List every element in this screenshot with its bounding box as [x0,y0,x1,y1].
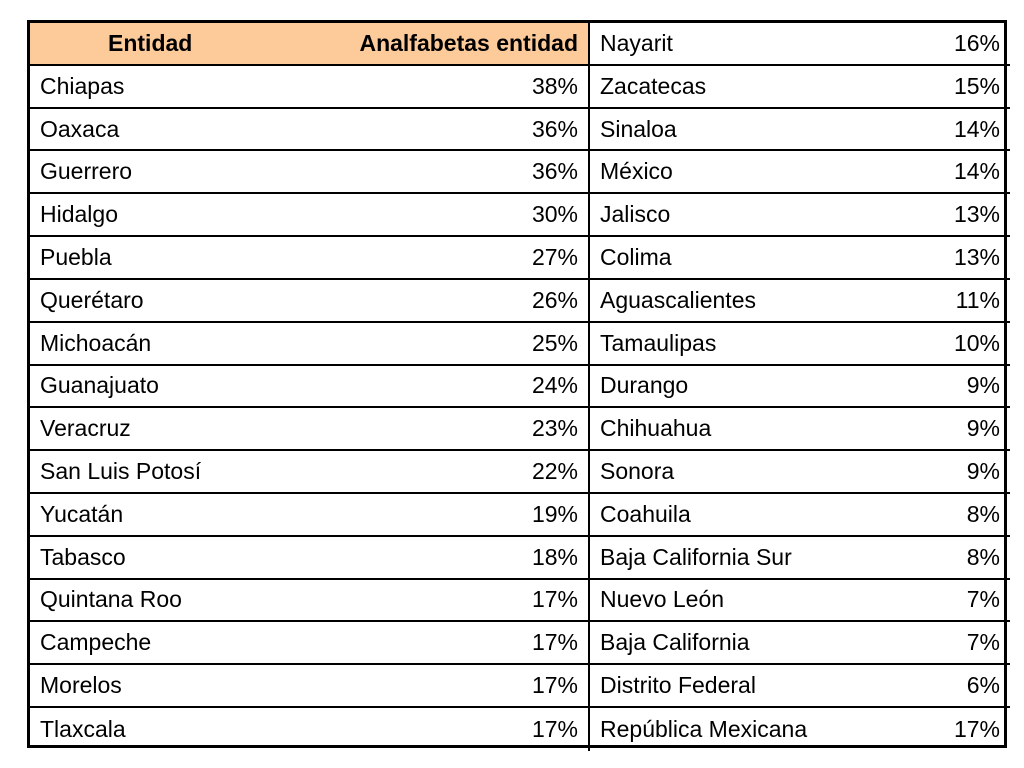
entidad-value: 9% [966,372,1000,399]
table-row [590,66,1010,109]
entidad-name: Puebla [40,243,112,270]
entidad-name: República Mexicana [600,715,808,742]
table-row [590,323,1010,366]
table-row [30,366,590,409]
entidad-value: 10% [953,329,1000,356]
table-row [590,580,1010,623]
table-row [30,665,590,708]
table-row [590,366,1010,409]
table-row [590,151,1010,194]
entidad-value: 36% [531,158,578,185]
entidad-name: Nuevo León [600,586,725,613]
entidad-value: 17% [953,715,1000,742]
entidad-value: 27% [531,243,578,270]
entidad-name: Veracruz [40,415,131,442]
entidad-name: Chiapas [40,72,125,99]
table-row [590,408,1010,451]
entidad-value: 9% [966,458,1000,485]
entidad-name: Coahuila [600,500,691,527]
table-row [590,494,1010,537]
entidad-value: 14% [953,115,1000,142]
entidad-value: 19% [531,500,578,527]
table-row [590,451,1010,494]
table-row [30,194,590,237]
entidad-value: 17% [531,672,578,699]
entidad-name: Sinaloa [600,115,677,142]
table-row [30,280,590,323]
entidad-name: Tamaulipas [600,329,717,356]
table-row [30,622,590,665]
entidad-value: 23% [531,415,578,442]
table-row [30,580,590,623]
entidad-name: Hidalgo [40,201,118,228]
entidad-name: Chihuahua [600,415,712,442]
entidad-value: 17% [531,715,578,742]
table-row [590,109,1010,152]
entidad-name: Quintana Roo [40,586,182,613]
entidad-value: 16% [953,29,1000,56]
entidad-value: 13% [953,201,1000,228]
entidad-name: Baja California Sur [600,543,792,570]
entidad-name: Aguascalientes [600,286,756,313]
entidad-value: 17% [531,629,578,656]
table-row [590,194,1010,237]
entidad-name: Querétaro [40,286,144,313]
entidad-value: 7% [966,586,1000,613]
entidad-value: 38% [531,72,578,99]
header-entidad: Entidad [108,29,193,56]
table-header [30,23,590,66]
table-row [30,66,590,109]
entidad-name: Jalisco [600,201,671,228]
entidad-name: Guerrero [40,158,133,185]
entidad-name: Distrito Federal [600,672,756,699]
table-row [590,622,1010,665]
entidad-name: Yucatán [40,500,124,527]
table-row-total [590,708,1010,751]
entidad-value: 9% [966,415,1000,442]
entidad-value: 15% [953,72,1000,99]
entidad-value: 25% [531,329,578,356]
entidad-name: Nayarit [600,29,673,56]
entidad-name: Campeche [40,629,152,656]
table-row [590,537,1010,580]
entidad-value: 8% [966,500,1000,527]
table-row [30,237,590,280]
entidad-name: Oaxaca [40,115,120,142]
entidad-value: 24% [531,372,578,399]
entidad-value: 18% [531,543,578,570]
entidad-name: Guanajuato [40,372,159,399]
table-row [590,280,1010,323]
entidad-value: 22% [531,458,578,485]
table-row [30,708,590,751]
entidad-name: Tlaxcala [40,715,126,742]
table-row [590,23,1010,66]
table-row [30,537,590,580]
table-row [30,151,590,194]
entidad-name: Tabasco [40,543,126,570]
entidad-name: México [600,158,673,185]
entidad-name: Colima [600,243,672,270]
table-row [30,494,590,537]
entidad-name: Michoacán [40,329,152,356]
table-row [590,665,1010,708]
entidad-name: Sonora [600,458,675,485]
entidad-name: Morelos [40,672,122,699]
entidad-name: San Luis Potosí [40,458,202,485]
entidad-name: Durango [600,372,689,399]
entidad-value: 8% [966,543,1000,570]
table-row [30,451,590,494]
header-analfabetas: Analfabetas entidad [359,29,578,56]
entidad-name: Baja California [600,629,750,656]
entidad-value: 14% [953,158,1000,185]
entidad-value: 7% [966,629,1000,656]
entidad-value: 30% [531,201,578,228]
table-row [30,323,590,366]
entidad-value: 36% [531,115,578,142]
table-row [590,237,1010,280]
entidad-value: 11% [955,286,1000,313]
illiteracy-table [27,20,1007,748]
table-row [30,109,590,152]
entidad-value: 26% [531,286,578,313]
entidad-value: 17% [531,586,578,613]
entidad-value: 6% [966,672,1000,699]
table-row [30,408,590,451]
entidad-name: Zacatecas [600,72,707,99]
entidad-value: 13% [953,243,1000,270]
